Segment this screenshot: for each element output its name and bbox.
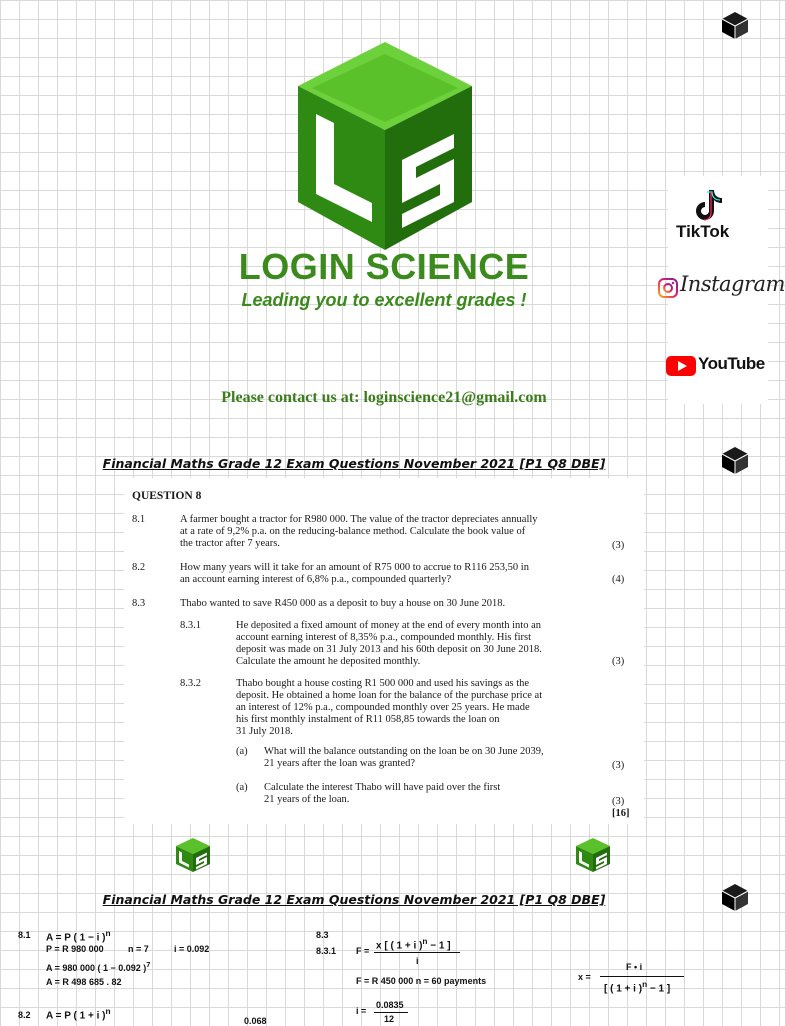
tiktok-icon[interactable] [694, 188, 724, 222]
question-marks: (3) [612, 540, 625, 551]
question-text: He deposited a fixed amount of money at the end of every month into an [236, 620, 541, 631]
question-text: deposit. He obtained a home loan for the balance of the purchase price at [236, 690, 543, 701]
fraction-bar [600, 976, 684, 977]
question-text: 21 years of the loan. [264, 794, 350, 805]
question-text: at a rate of 9,2% p.a. on the reducing-balance method. Calculate the book value of [180, 526, 526, 537]
small-logo-icon [576, 838, 610, 872]
question-number: 8.2 [132, 562, 146, 573]
solution-value: F = R 450 000 n = 60 payments [356, 976, 487, 986]
question-text: 31 July 2018. [236, 726, 293, 737]
question-total: [16] [612, 808, 630, 819]
cube-icon [720, 445, 750, 475]
solution-numerator: x [ ( 1 + i )$^n$ − 1 ] [376, 936, 451, 952]
brand-tagline: Leading you to excellent grades ! [241, 290, 527, 310]
question-text: How many years will it take for an amount of R75 000 to accrue to R116 253,50 in [180, 562, 529, 573]
solution-formula: A = P ( 1 + i )$^n$ [46, 1006, 111, 1022]
solution-numerator: F • i [626, 962, 643, 972]
solution-numerator: 0.0835 [376, 1000, 404, 1010]
question-text: his first monthly instalment of R11 058,85 towards the loan on [236, 714, 500, 725]
question-title: QUESTION 8 [132, 490, 202, 502]
question-number: (a) [236, 746, 248, 757]
question-text: Thabo wanted to save R450 000 as a deposit to buy a house on 30 June 2018. [180, 598, 506, 609]
solution-substitution: A = 980 000 ( 1 − 0.092 )$^7$ [46, 960, 151, 973]
solution-denominator: 12 [384, 1014, 395, 1024]
solution-label: 8.3 [316, 930, 329, 940]
question-marks: (3) [612, 656, 625, 667]
fraction-bar [374, 1012, 408, 1013]
question-number: 8.3 [132, 598, 146, 609]
question-number: 8.3.1 [180, 620, 201, 631]
solution-value: 0.068 [244, 1016, 267, 1026]
question-text: deposit was made on 31 July 2013 and his 60th deposit on 30 June 2018. [236, 644, 542, 655]
question-panel [124, 478, 644, 824]
solution-denominator: [ ( 1 + i )$^n$ − 1 ] [604, 979, 671, 995]
youtube-icon[interactable] [666, 356, 696, 376]
question-text: account earning interest of 8,35% p.a., compounded monthly. His first [236, 632, 531, 643]
question-text: Calculate the interest Thabo will have paid over the first [264, 782, 501, 793]
login-science-logo [298, 42, 472, 250]
contact-email: Please contact us at: loginscience21@gmail.com [221, 389, 547, 406]
question-text: the tractor after 7 years. [180, 538, 280, 549]
question-text: A farmer bought a tractor for R980 000. The value of the tractor depreciates annually [180, 514, 538, 525]
solution-value: n = 7 [128, 944, 149, 954]
brand-name: LOGIN SCIENCE [238, 246, 530, 287]
question-text: an interest of 12% p.a., compounded monthly over 25 years. He made [236, 702, 530, 713]
question-number: 8.1 [132, 514, 146, 525]
small-logo-icon [176, 838, 210, 872]
fraction-bar [374, 952, 460, 953]
instagram-icon[interactable] [658, 278, 678, 298]
question-text: an account earning interest of 6,8% p.a., compounded quarterly? [180, 574, 452, 585]
solution-label: 8.1 [18, 930, 31, 940]
instagram-label[interactable]: Instagram [680, 272, 785, 296]
question-text: 21 years after the loan was granted? [264, 758, 416, 769]
solution-value: i = 0.092 [174, 944, 210, 954]
question-text: Thabo bought a house costing R1 500 000 and used his savings as the [236, 678, 530, 689]
cube-icon [720, 10, 750, 40]
section-heading-solutions: Financial Maths Grade 12 Exam Questions November 2021 [P1 Q8 DBE] [102, 892, 606, 907]
solution-value: P = R 980 000 [46, 944, 104, 954]
section-heading-questions: Financial Maths Grade 12 Exam Questions November 2021 [P1 Q8 DBE] [102, 456, 606, 471]
question-number: (a) [236, 782, 248, 793]
solution-answer: A = R 498 685 . 82 [46, 977, 122, 987]
cube-icon [720, 882, 750, 912]
solution-formula: F = [356, 946, 370, 956]
question-number: 8.3.2 [180, 678, 201, 689]
youtube-label[interactable]: YouTube [698, 354, 765, 373]
solution-denominator: i [416, 956, 419, 966]
question-text: Calculate the amount he deposited monthly. [236, 656, 421, 667]
solution-formula: i = [356, 1006, 367, 1016]
solution-label: 8.3.1 [316, 946, 337, 956]
question-marks: (3) [612, 796, 625, 807]
solution-label: 8.2 [18, 1010, 31, 1020]
solution-formula: A = P ( 1 − i )$^n$ [46, 928, 111, 944]
question-marks: (4) [612, 574, 625, 585]
tiktok-label[interactable]: TikTok [676, 222, 730, 241]
solution-formula: x = [578, 972, 591, 982]
question-text: What will the balance outstanding on the loan be on 30 June 2039, [264, 746, 544, 757]
question-marks: (3) [612, 760, 625, 771]
